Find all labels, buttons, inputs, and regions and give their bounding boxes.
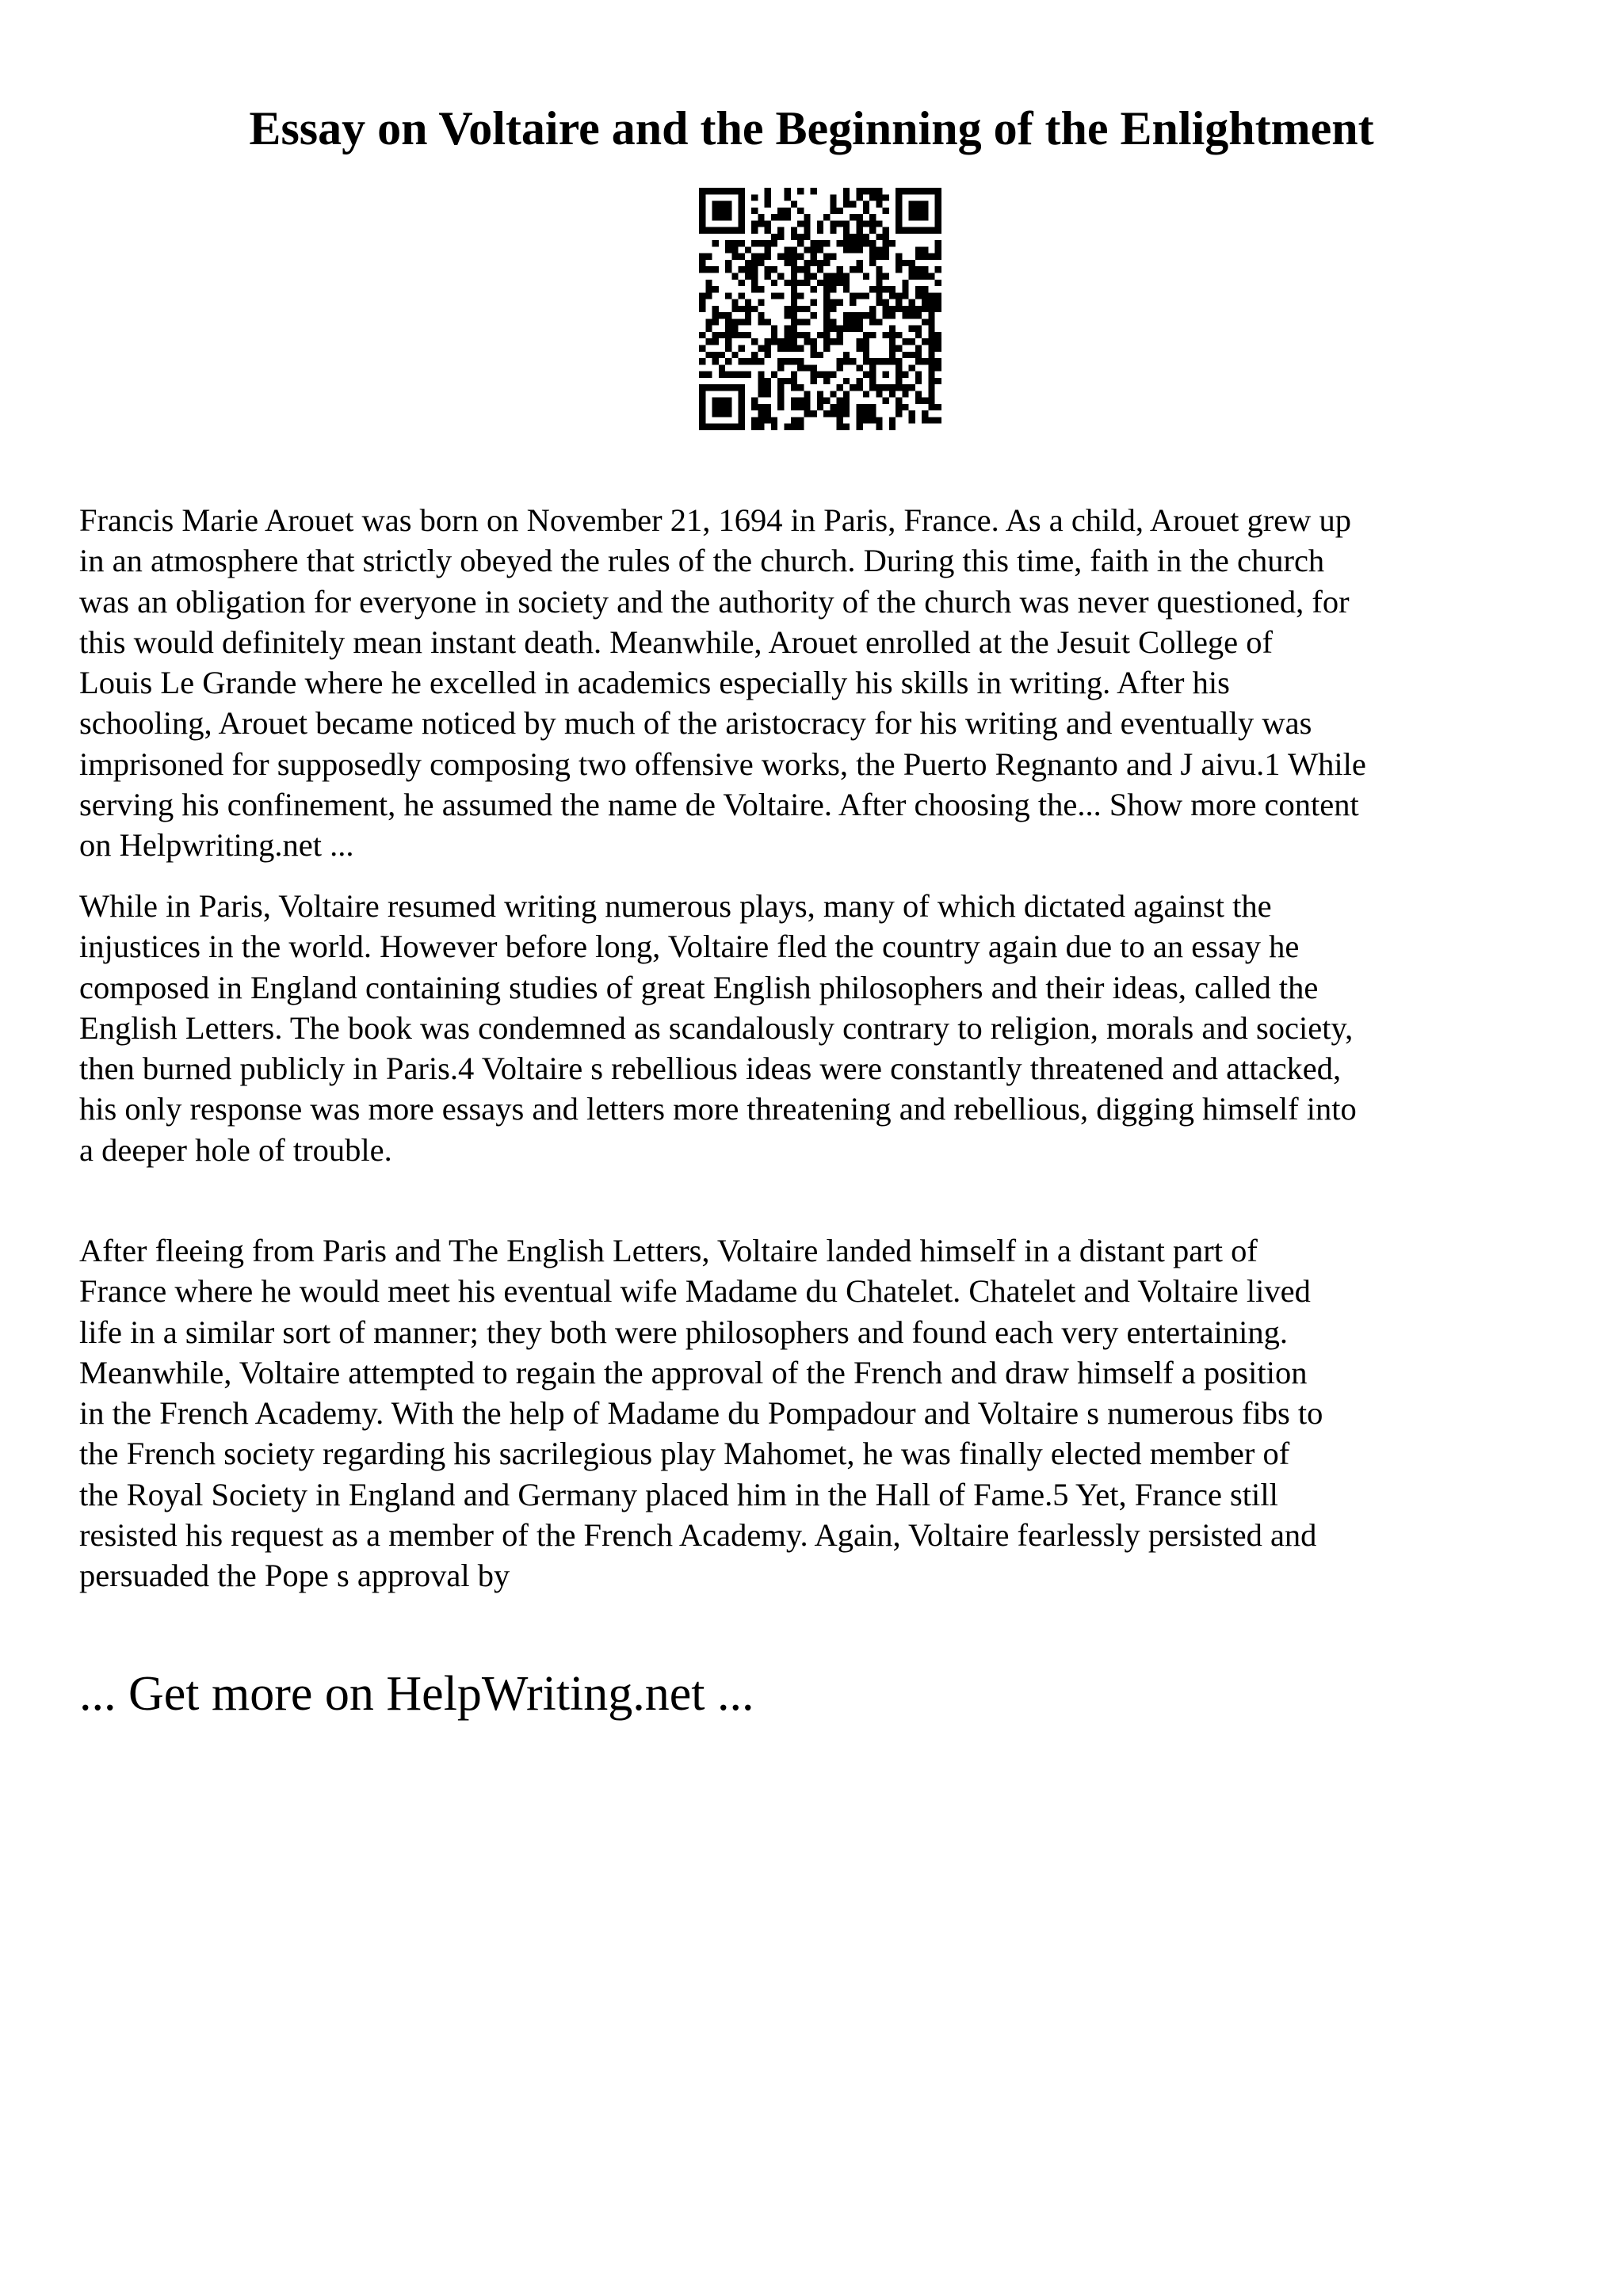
paragraph-1: Francis Marie Arouet was born on November 21, 1694 in Paris, France. As a child, Arouet grew up in an atmosphere that strictly obeyed the rules of the church. During this time, faith in the church was an obligation for everyone in society and the authority of the church was never questioned, for this would definitely mean instant death. Meanwhile, Arouet enrolled at the Jesuit College of Louis Le Grande where he excelled in academics especially his skills in writing. After his schooling, Arouet became noticed by much of the aristocracy for his writing and eventually was imprisoned for supposedly composing two offensive works, the Puerto Regnanto and J aivu.1 While serving his confinement, he assumed the name de Voltaire. After choosing the... Show more content on Helpwriting.net ...: [79, 502, 1366, 864]
get-more-link[interactable]: ... Get more on HelpWriting.net ...: [79, 1667, 754, 1721]
paragraph-2: While in Paris, Voltaire resumed writing numerous plays, many of which dictated against the injustices in the world. However before long, Voltaire fled the country again due to an essay he composed in England containing studies of great English philosophers and their ideas, called the English Letters. The book was condemned as scandalously contrary to religion, morals and society, then burned publicly in Paris.4 Voltaire s rebellious ideas were constantly threatened and attacked, his only response was more essays and letters more threatening and rebellious, digging himself into a deeper hole of trouble.: [79, 888, 1357, 1168]
qr-code-graphic: [699, 188, 941, 430]
qr-code: [699, 188, 941, 430]
document-title: Essay on Voltaire and the Beginning of the Enlightment: [249, 102, 1374, 154]
paragraph-3: After fleeing from Paris and The English Letters, Voltaire landed himself in a distant part of France where he would meet his eventual wife Madame du Chatelet. Chatelet and Voltaire lived life in a similar sort of manner; they both were philosophers and found each very entertaining. Meanwhile, Voltaire attempted to regain the approval of the French and draw himself a position in the French Academy. With the help of Madame du Pompadour and Voltaire s numerous fibs to the French society regarding his sacrilegious play Mahomet, he was finally elected member of the Royal Society in England and Germany placed him in the Hall of Fame.5 Yet, France still resisted his request as a member of the French Academy. Again, Voltaire fearlessly persisted and persuaded the Pope s approval by: [79, 1233, 1323, 1594]
